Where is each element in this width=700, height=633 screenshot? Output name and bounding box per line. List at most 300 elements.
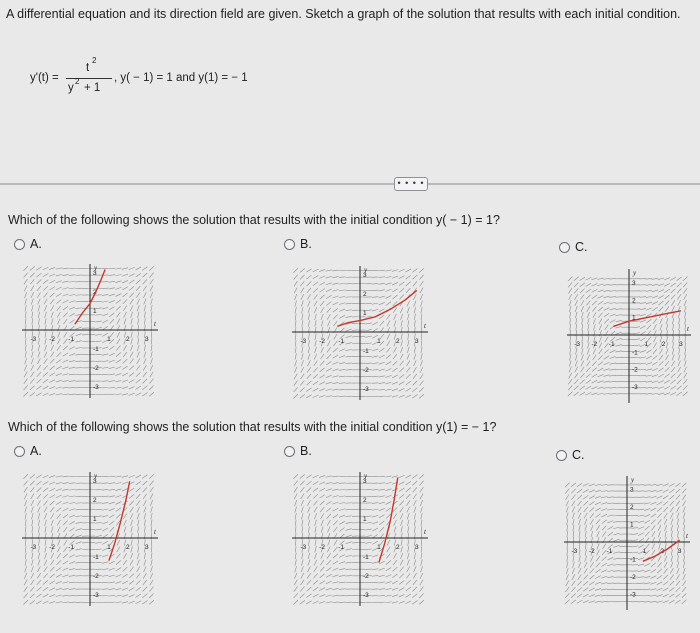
direction-field-segment xyxy=(63,306,68,310)
direction-field-segment xyxy=(129,274,135,277)
direction-field-segment xyxy=(677,277,682,281)
direction-field-segment xyxy=(420,580,423,585)
direction-field-segment xyxy=(615,315,621,316)
direction-field-segment xyxy=(572,501,575,506)
direction-field-segment xyxy=(45,332,46,338)
direction-field-segment xyxy=(346,522,352,523)
direction-field-segment xyxy=(313,269,319,272)
direction-field-segment xyxy=(149,474,154,478)
direction-field-segment xyxy=(405,395,411,398)
direction-field-segment xyxy=(651,569,656,572)
direction-field-segment xyxy=(56,387,62,389)
direction-field-segment xyxy=(609,308,615,310)
direction-field-segment xyxy=(406,488,411,492)
direction-field-segment xyxy=(315,314,317,320)
q2-option-b-label[interactable]: B. xyxy=(300,444,312,458)
q1-option-b-label[interactable]: B. xyxy=(300,237,312,251)
direction-field-segment xyxy=(339,296,345,297)
direction-field-segment xyxy=(339,502,345,503)
direction-field-segment xyxy=(601,484,607,485)
direction-field-segment xyxy=(676,581,680,586)
direction-field-segment xyxy=(392,289,398,292)
direction-field-segment xyxy=(406,381,411,385)
direction-field-segment xyxy=(676,574,679,580)
direction-field-segment xyxy=(421,559,423,565)
direction-field-segment xyxy=(301,566,303,572)
direction-field-segment xyxy=(379,283,385,284)
direction-field-segment xyxy=(386,554,390,559)
direction-field-segment xyxy=(568,392,573,396)
q1-option-a-graph xyxy=(20,260,160,400)
direction-field-segment xyxy=(321,314,323,320)
direction-field-segment xyxy=(679,318,680,324)
direction-field-segment xyxy=(392,282,398,285)
x-tick-label: -3 xyxy=(30,544,37,551)
direction-field-segment xyxy=(651,514,656,518)
direction-field-segment xyxy=(638,539,643,542)
direction-field-segment xyxy=(413,573,416,579)
direction-field-segment xyxy=(131,332,132,338)
direction-field-segment xyxy=(136,494,140,499)
direction-field-segment xyxy=(598,301,603,304)
direction-field-segment xyxy=(30,392,35,396)
direction-field-segment xyxy=(44,345,46,351)
direction-field-segment xyxy=(300,275,305,279)
direction-field-segment xyxy=(150,566,152,572)
direction-field-segment xyxy=(136,280,141,284)
direction-field-segment xyxy=(50,507,54,512)
direction-field-segment xyxy=(142,393,147,397)
direction-field-segment xyxy=(413,580,417,585)
direction-field-segment xyxy=(597,543,599,549)
direction-field-segment xyxy=(613,515,619,516)
direction-field-segment xyxy=(151,312,152,318)
direction-field-segment xyxy=(638,527,644,529)
direction-field-segment xyxy=(151,345,152,351)
q2-option-c-radio[interactable] xyxy=(556,450,567,461)
direction-field-segment xyxy=(150,372,153,377)
direction-field-segment xyxy=(24,273,28,278)
direction-field-segment xyxy=(45,526,46,532)
q1-option-b-radio[interactable] xyxy=(284,239,295,250)
direction-field-segment xyxy=(575,306,577,312)
direction-field-segment xyxy=(613,539,619,541)
direction-field-segment xyxy=(656,484,662,486)
direction-field-segment xyxy=(598,296,604,299)
direction-field-segment xyxy=(301,560,303,566)
direction-field-segment xyxy=(314,501,318,506)
direction-field-segment xyxy=(37,580,41,585)
direction-field-segment xyxy=(50,359,54,364)
direction-field-segment xyxy=(596,525,599,530)
direction-field-segment xyxy=(677,531,678,537)
direction-field-segment xyxy=(69,595,75,596)
q2-option-b-radio[interactable] xyxy=(284,446,295,457)
direction-field-segment xyxy=(57,306,61,311)
direction-field-segment xyxy=(406,282,411,286)
direction-field-segment xyxy=(577,594,582,598)
direction-field-segment xyxy=(577,600,583,603)
direction-field-segment xyxy=(421,546,422,552)
direction-field-segment xyxy=(670,581,675,586)
direction-field-segment xyxy=(671,373,676,378)
direction-field-segment xyxy=(32,305,34,311)
direction-field-segment xyxy=(307,360,310,366)
direction-field-segment xyxy=(102,562,108,563)
direction-field-segment xyxy=(650,484,656,485)
direction-field-segment xyxy=(130,359,134,364)
direction-field-segment xyxy=(640,363,646,364)
direction-field-segment xyxy=(63,561,68,564)
direction-field-segment xyxy=(31,358,33,364)
direction-field-segment xyxy=(420,566,422,572)
direction-field-segment xyxy=(130,305,133,311)
direction-field-segment xyxy=(658,380,664,382)
direction-field-segment xyxy=(400,553,402,559)
direction-field-segment xyxy=(589,575,594,579)
direction-field-segment xyxy=(301,500,304,506)
direction-field-segment xyxy=(603,393,609,394)
direction-field-segment xyxy=(616,332,622,334)
direction-field-segment xyxy=(326,581,332,583)
expand-more-button[interactable]: • • • • xyxy=(394,177,428,191)
direction-field-segment xyxy=(109,288,115,289)
direction-field-segment xyxy=(31,560,33,566)
direction-field-segment xyxy=(412,594,417,598)
direction-field-segment xyxy=(601,576,607,578)
direction-field-segment xyxy=(313,594,319,597)
direction-field-segment xyxy=(25,559,26,565)
direction-field-segment xyxy=(421,540,422,546)
direction-field-segment xyxy=(49,482,55,485)
x-tick-label: 3 xyxy=(679,341,683,348)
q1-option-c-label[interactable]: C. xyxy=(575,240,588,254)
direction-field-segment xyxy=(365,343,371,344)
direction-field-segment xyxy=(601,514,607,517)
direction-field-segment xyxy=(419,600,424,604)
direction-field-segment xyxy=(392,389,398,391)
direction-field-segment xyxy=(301,294,304,300)
direction-field-segment xyxy=(652,368,658,371)
direction-field-segment xyxy=(144,507,146,513)
y-tick-label: -3 xyxy=(93,383,99,391)
direction-field-segment xyxy=(683,507,685,513)
direction-field-segment xyxy=(37,587,42,591)
q2-option-c-label[interactable]: C. xyxy=(572,448,585,462)
direction-field-segment xyxy=(572,568,574,574)
direction-field-segment xyxy=(320,567,324,572)
direction-field-segment xyxy=(372,328,377,331)
q2-option-a-radio[interactable] xyxy=(14,446,25,457)
direction-field-segment xyxy=(609,375,615,376)
direction-field-segment xyxy=(581,300,584,305)
q1-option-a-radio[interactable] xyxy=(14,239,25,250)
direction-field-segment xyxy=(136,481,141,485)
direction-field-segment xyxy=(372,290,378,291)
q2-option-a-label[interactable]: A. xyxy=(30,444,42,458)
direction-field-segment xyxy=(613,545,619,547)
direction-field-segment xyxy=(578,562,580,568)
direction-field-segment xyxy=(122,387,128,389)
direction-field-segment xyxy=(69,483,75,484)
direction-field-segment xyxy=(676,501,680,506)
direction-field-segment xyxy=(665,306,669,311)
direction-field-segment xyxy=(385,575,391,578)
direction-field-segment xyxy=(339,562,345,564)
direction-field-segment xyxy=(421,347,422,353)
x-tick-label: -2 xyxy=(49,544,56,551)
y-tick-label: -3 xyxy=(363,385,369,393)
direction-field-segment xyxy=(301,507,303,513)
direction-field-segment xyxy=(24,586,28,591)
direction-field-segment xyxy=(24,573,27,579)
direction-field-segment xyxy=(313,573,317,578)
direction-field-segment xyxy=(607,583,613,584)
direction-field-segment xyxy=(49,601,55,603)
direction-field-segment xyxy=(616,326,622,328)
direction-field-segment xyxy=(295,353,296,359)
direction-field-segment xyxy=(683,501,686,507)
direction-field-segment xyxy=(321,553,324,559)
direction-field-segment xyxy=(385,588,391,590)
direction-field-segment xyxy=(51,305,54,311)
direction-field-segment xyxy=(339,483,345,484)
direction-field-segment xyxy=(660,324,662,330)
direction-field-segment xyxy=(385,283,391,285)
direction-field-segment xyxy=(615,363,621,364)
direction-field-segment xyxy=(49,393,55,395)
direction-field-segment xyxy=(295,360,297,366)
direction-field-segment xyxy=(150,379,154,384)
direction-field-segment xyxy=(63,547,67,552)
direction-field-segment xyxy=(651,520,656,524)
direction-field-segment xyxy=(664,568,668,573)
q1-option-c-radio[interactable] xyxy=(559,242,570,253)
direction-field-segment xyxy=(577,483,582,486)
direction-field-segment xyxy=(130,560,133,566)
direction-field-segment xyxy=(129,574,134,578)
direction-field-segment xyxy=(115,602,121,603)
direction-field-segment xyxy=(413,487,417,492)
direction-field-segment xyxy=(670,283,675,287)
direction-field-segment xyxy=(638,577,644,578)
direction-field-segment xyxy=(379,277,385,278)
direction-field-segment xyxy=(346,549,352,551)
direction-field-segment xyxy=(684,306,686,312)
direction-field-segment xyxy=(603,290,609,291)
y-axis-label: y xyxy=(633,269,637,277)
direction-field-segment xyxy=(307,282,312,286)
direction-field-segment xyxy=(295,314,296,320)
direction-field-segment xyxy=(136,580,141,585)
direction-field-segment xyxy=(602,544,605,549)
direction-field-segment xyxy=(592,361,596,366)
direction-field-segment xyxy=(294,593,298,598)
x-tick-label: -3 xyxy=(30,336,37,343)
direction-field-segment xyxy=(57,338,60,344)
direction-field-segment xyxy=(613,521,619,522)
direction-field-segment xyxy=(321,347,324,353)
direction-field-segment xyxy=(407,347,409,353)
direction-field-segment xyxy=(587,318,589,324)
y-tick-label: -2 xyxy=(632,366,638,374)
direction-field-segment xyxy=(570,348,571,354)
direction-field-segment xyxy=(650,589,656,591)
direction-field-segment xyxy=(666,336,667,342)
direction-field-segment xyxy=(62,568,68,571)
direction-field-segment xyxy=(675,600,680,604)
direction-field-segment xyxy=(666,342,668,348)
direction-field-segment xyxy=(131,318,133,324)
direction-field-segment xyxy=(677,379,681,384)
direction-field-segment xyxy=(589,502,594,506)
direction-field-segment xyxy=(62,275,68,276)
direction-field-segment xyxy=(379,270,385,271)
direction-field-segment xyxy=(399,288,404,292)
direction-field-segment xyxy=(604,319,608,324)
direction-field-segment xyxy=(50,352,54,357)
direction-field-segment xyxy=(334,540,337,545)
direction-field-segment xyxy=(601,502,607,504)
direction-field-segment xyxy=(308,340,309,346)
direction-field-segment xyxy=(650,582,656,584)
direction-field-segment xyxy=(50,560,54,565)
direction-field-segment xyxy=(419,474,424,478)
direction-field-segment xyxy=(149,481,153,486)
direction-field-segment xyxy=(300,580,304,585)
direction-field-segment xyxy=(565,600,570,604)
direction-field-segment xyxy=(302,314,303,320)
direction-field-segment xyxy=(682,600,687,604)
direction-field-segment xyxy=(313,475,319,478)
direction-field-segment xyxy=(339,356,345,358)
y-tick-label: -2 xyxy=(363,366,369,374)
direction-field-segment xyxy=(123,560,127,565)
direction-field-segment xyxy=(102,575,108,576)
direction-field-segment xyxy=(300,481,305,485)
direction-field-segment xyxy=(124,520,127,526)
direction-field-segment xyxy=(150,494,153,500)
direction-field-segment xyxy=(685,318,686,324)
direction-field-segment xyxy=(663,507,667,512)
direction-field-segment xyxy=(43,601,49,604)
direction-field-segment xyxy=(407,307,409,313)
direction-field-segment xyxy=(632,534,638,535)
y-tick-label: -1 xyxy=(630,556,636,564)
direction-field-segment xyxy=(109,589,115,590)
direction-field-segment xyxy=(652,296,658,298)
direction-field-segment xyxy=(407,520,409,526)
direction-field-segment xyxy=(583,495,588,499)
direction-field-segment xyxy=(339,303,345,305)
direction-field-segment xyxy=(393,560,397,565)
direction-field-segment xyxy=(149,273,153,278)
direction-field-segment xyxy=(49,267,55,269)
direction-field-segment xyxy=(569,300,571,306)
direction-field-segment xyxy=(326,588,332,590)
direction-field-segment xyxy=(578,501,582,506)
direction-field-segment xyxy=(392,382,398,384)
direction-field-segment xyxy=(566,568,568,574)
direction-field-segment xyxy=(400,361,404,366)
direction-field-segment xyxy=(590,513,594,518)
direction-field-segment xyxy=(30,372,34,377)
direction-field-segment xyxy=(122,595,128,597)
direction-field-segment xyxy=(332,476,338,477)
direction-field-segment xyxy=(144,566,147,572)
direction-field-segment xyxy=(294,387,298,392)
y-tick-label: -2 xyxy=(630,574,636,582)
direction-field-segment xyxy=(116,360,121,363)
direction-field-segment xyxy=(394,314,397,320)
direction-field-segment xyxy=(76,535,82,537)
direction-field-segment xyxy=(138,318,139,324)
direction-field-segment xyxy=(129,386,135,389)
direction-field-segment xyxy=(69,381,75,382)
direction-field-segment xyxy=(607,570,613,572)
direction-field-segment xyxy=(392,276,398,278)
direction-field-segment xyxy=(365,329,371,330)
direction-field-segment xyxy=(589,490,595,493)
direction-field-segment xyxy=(332,362,338,365)
direction-field-segment xyxy=(345,303,351,304)
direction-field-segment xyxy=(332,568,338,571)
direction-field-segment xyxy=(401,314,403,320)
direction-field-segment xyxy=(151,299,153,305)
direction-field-segment xyxy=(109,602,115,603)
direction-field-segment xyxy=(640,332,645,335)
direction-field-segment xyxy=(379,376,385,377)
direction-field-segment xyxy=(414,553,415,559)
direction-field-segment xyxy=(579,519,581,525)
direction-field-segment xyxy=(69,387,75,388)
direction-field-segment xyxy=(421,520,422,526)
direction-field-segment xyxy=(613,533,619,535)
direction-field-segment xyxy=(420,294,422,300)
direction-field-segment xyxy=(372,496,378,497)
direction-field-segment xyxy=(109,489,115,490)
direction-field-segment xyxy=(597,278,603,279)
direction-field-segment xyxy=(586,301,590,306)
direction-field-segment xyxy=(30,279,34,284)
direction-field-segment xyxy=(573,562,575,568)
direction-field-segment xyxy=(379,315,384,319)
direction-field-segment xyxy=(51,526,53,532)
direction-field-segment xyxy=(144,520,145,526)
direction-field-segment xyxy=(652,381,658,383)
direction-field-segment xyxy=(664,283,670,286)
direction-field-segment xyxy=(677,525,678,531)
direction-field-segment xyxy=(393,514,397,519)
q1-option-a-label[interactable]: A. xyxy=(30,237,42,251)
direction-field-segment xyxy=(392,395,398,397)
direction-field-segment xyxy=(327,340,330,346)
y-tick-label: 1 xyxy=(632,314,636,322)
direction-field-segment xyxy=(43,482,49,485)
direction-field-segment xyxy=(32,526,33,532)
direction-field-segment xyxy=(586,289,591,293)
direction-field-segment xyxy=(142,594,147,598)
direction-field-segment xyxy=(57,546,60,552)
direction-field-segment xyxy=(575,300,578,306)
direction-field-segment xyxy=(306,475,311,478)
q1-option-c-graph xyxy=(565,265,693,405)
direction-field-segment xyxy=(332,283,338,284)
direction-field-segment xyxy=(392,476,398,478)
direction-field-segment xyxy=(136,488,141,492)
direction-field-segment xyxy=(38,312,39,318)
direction-field-segment xyxy=(568,282,572,287)
